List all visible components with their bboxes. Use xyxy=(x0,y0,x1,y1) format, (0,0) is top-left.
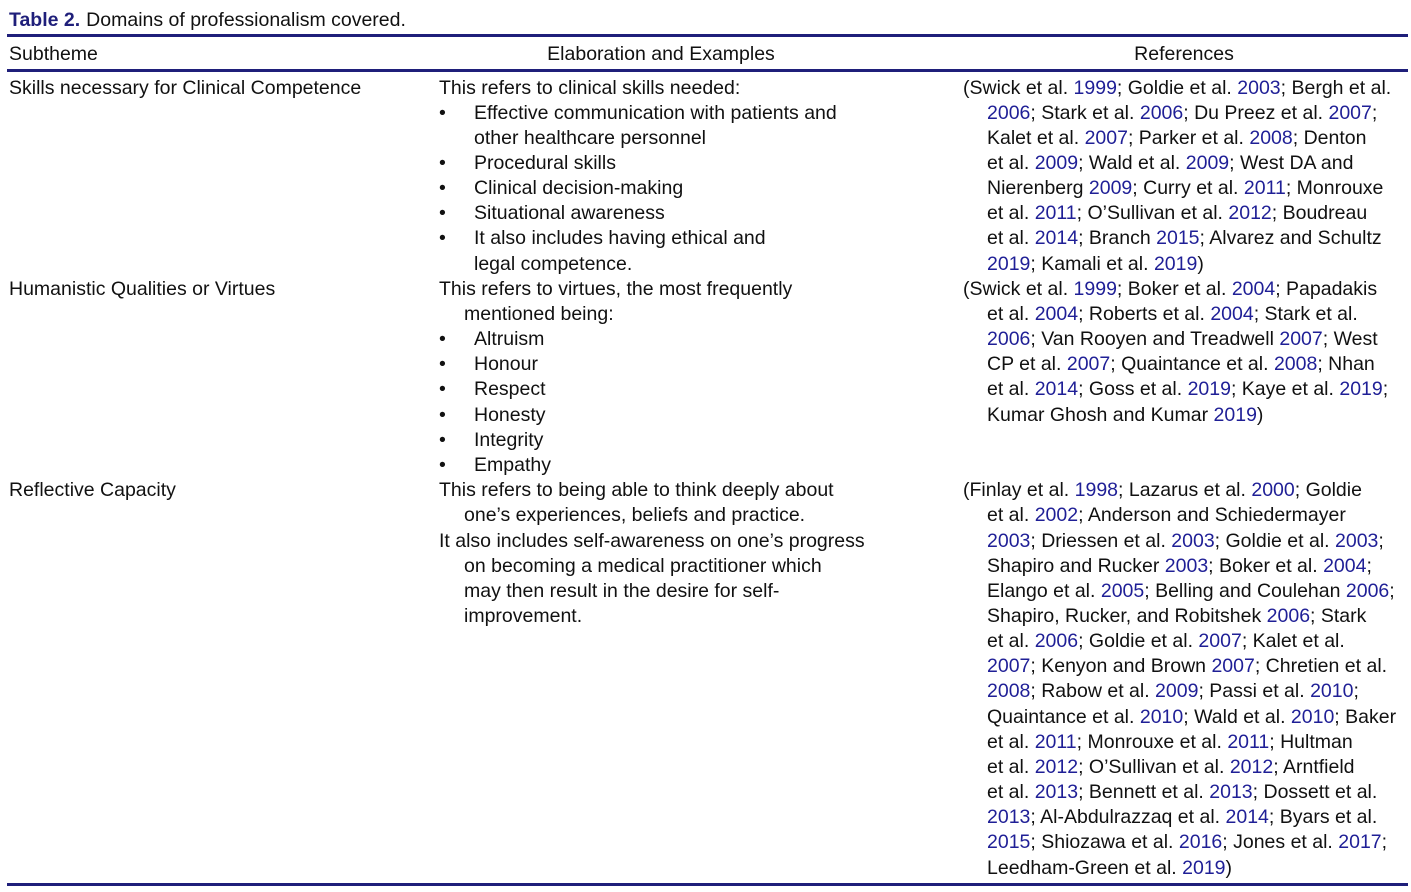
citation-year-link[interactable]: 2007 xyxy=(1198,630,1242,653)
elaboration-text: legal competence. xyxy=(474,252,633,275)
citation-year-link[interactable]: 2013 xyxy=(987,806,1031,829)
bullet-item xyxy=(439,428,792,453)
top-rule xyxy=(7,34,1408,37)
citation-year-link[interactable]: 2009 xyxy=(1034,151,1079,174)
reference-line: et al. 2004; Roberts et al. 2004; Stark et al. xyxy=(987,303,1358,326)
reference-line: CP et al. 2007; Quaintance et al. 2008; Nhan xyxy=(987,353,1375,376)
citation-year-link[interactable]: 2019 xyxy=(987,252,1031,275)
citation-year-link[interactable]: 2003 xyxy=(1171,529,1215,552)
citation-year-link[interactable]: 2003 xyxy=(1335,529,1379,552)
citation-year-link[interactable]: 1999 xyxy=(1073,76,1117,99)
citation-year-link[interactable]: 2003 xyxy=(987,529,1031,552)
elaboration-text: This refers to virtues, the most frequently xyxy=(439,277,793,300)
table-body xyxy=(0,76,1411,881)
elaboration-text: It also includes self-awareness on one’s progress xyxy=(439,529,865,552)
elaboration-text: Respect xyxy=(474,378,546,401)
elaboration-text: Honesty xyxy=(474,403,546,426)
bullet-item xyxy=(439,403,792,428)
reference-line: Leedham-Green et al. 2019) xyxy=(987,856,1233,879)
table-title: Domains of professionalism covered. xyxy=(86,9,406,31)
bullet-item xyxy=(439,226,837,251)
elaboration-line xyxy=(439,579,865,604)
citation-year-link[interactable]: 2007 xyxy=(1066,353,1111,376)
citation-year-link[interactable]: 2014 xyxy=(1034,227,1079,250)
elaboration-line xyxy=(439,554,865,579)
elaboration-text: Situational awareness xyxy=(474,202,665,225)
citation-year-link[interactable]: 2004 xyxy=(1034,303,1079,326)
subtheme-text: Skills necessary for Clinical Competence xyxy=(9,76,362,99)
elaboration-line xyxy=(439,252,837,277)
bullet-icon: • xyxy=(439,151,446,174)
bullet-item xyxy=(439,151,837,176)
citation-year-link[interactable]: 2006 xyxy=(1034,630,1079,653)
bullet-icon: • xyxy=(439,202,446,225)
citation-year-link[interactable]: 2006 xyxy=(1345,579,1390,602)
subtheme-text: Humanistic Qualities or Virtues xyxy=(9,277,276,300)
elaboration-text: Clinical decision-making xyxy=(474,177,684,200)
citation-year-link[interactable]: 2015 xyxy=(1156,227,1200,250)
reference-line: Quaintance et al. 2010; Wald et al. 2010; Baker xyxy=(987,705,1397,728)
reference-line: Shapiro and Rucker 2003; Boker et al. 2004; xyxy=(987,554,1372,577)
reference-line: 2015; Shiozawa et al. 2016; Jones et al. 2017; xyxy=(987,831,1388,854)
bullet-item xyxy=(439,327,792,352)
elaboration-text: This refers to clinical skills needed: xyxy=(439,76,741,99)
reference-line: 2019; Kamali et al. 2019) xyxy=(987,252,1204,275)
reference-line: et al. 2011; Monrouxe et al. 2011; Hultman xyxy=(987,730,1353,753)
citation-year-link[interactable]: 2008 xyxy=(987,680,1031,703)
bullet-item xyxy=(439,101,837,126)
citation-year-link[interactable]: 2009 xyxy=(1155,680,1199,703)
reference-line: 2013; Al-Abdulrazzaq et al. 2014; Byars et al. xyxy=(987,806,1378,829)
citation-year-link[interactable]: 2013 xyxy=(1209,781,1253,804)
elaboration-text: Altruism xyxy=(474,328,545,351)
citation-year-link[interactable]: 2016 xyxy=(1178,831,1223,854)
citation-year-link[interactable]: 2006 xyxy=(987,101,1031,124)
citation-year-link[interactable]: 2019 xyxy=(1187,378,1231,401)
citation-year-link[interactable]: 2007 xyxy=(1211,655,1255,678)
elaboration-line xyxy=(439,529,865,554)
table-row xyxy=(0,277,1411,478)
elaboration-line xyxy=(439,604,865,629)
reference-line: et al. 2009; Wald et al. 2009; West DA and xyxy=(987,151,1354,174)
bullet-icon: • xyxy=(439,453,446,476)
citation-year-link[interactable]: 2008 xyxy=(1249,126,1293,149)
reference-line: Kumar Ghosh and Kumar 2019) xyxy=(987,403,1264,426)
citation-year-link[interactable]: 2006 xyxy=(1266,605,1311,627)
citation-year-link[interactable]: 2010 xyxy=(1139,705,1184,728)
citation-year-link[interactable]: 2007 xyxy=(1279,328,1323,351)
elaboration-text: It also includes having ethical and xyxy=(474,227,766,250)
citation-year-link[interactable]: 2011 xyxy=(1243,177,1286,200)
reference-line: Elango et al. 2005; Belling and Coulehan 2006; xyxy=(987,579,1395,602)
table-row xyxy=(0,478,1411,881)
bullet-icon: • xyxy=(439,428,446,451)
citation-year-link[interactable]: 2000 xyxy=(1251,479,1295,502)
bullet-item xyxy=(439,201,837,226)
elaboration-text: Integrity xyxy=(474,428,544,451)
reference-line: et al. 2014; Goss et al. 2019; Kaye et al. 2019; xyxy=(987,378,1389,401)
citation-year-link[interactable]: 2015 xyxy=(987,831,1031,854)
reference-line: Kalet et al. 2007; Parker et al. 2008; Denton xyxy=(987,126,1367,149)
bullet-item xyxy=(439,453,792,478)
table-row xyxy=(0,76,1411,277)
elaboration-text: This refers to being able to think deeply about xyxy=(439,479,834,502)
reference-line: 2006; Van Rooyen and Treadwell 2007; West xyxy=(987,328,1378,351)
reference-line: (Swick et al. 1999; Boker et al. 2004; Papadakis xyxy=(963,277,1378,300)
bullet-icon: • xyxy=(439,403,446,426)
citation-year-link[interactable]: 2014 xyxy=(1034,378,1079,401)
citation-year-link[interactable]: 2002 xyxy=(1034,504,1079,527)
citation-year-link[interactable]: 2003 xyxy=(1237,76,1281,99)
reference-line: 2008; Rabow et al. 2009; Passi et al. 2010; xyxy=(987,680,1359,703)
citation-year-link[interactable]: 2011 xyxy=(1034,730,1077,753)
bullet-item xyxy=(439,176,837,201)
citation-year-link[interactable]: 2003 xyxy=(1164,554,1209,577)
elaboration-line xyxy=(439,503,865,528)
reference-line: 2006; Stark et al. 2006; Du Preez et al. 2007; xyxy=(987,101,1378,124)
citation-year-link[interactable]: 2012 xyxy=(1034,755,1079,778)
citation-year-link[interactable]: 1998 xyxy=(1074,479,1119,502)
elaboration-line xyxy=(439,126,837,151)
reference-line: 2003; Driessen et al. 2003; Goldie et al. 2003; xyxy=(987,529,1384,552)
citation-year-link[interactable]: 2007 xyxy=(987,655,1031,678)
elaboration-line xyxy=(439,478,865,503)
citation-year-link[interactable]: 2014 xyxy=(1225,806,1269,829)
citation-year-link[interactable]: 2013 xyxy=(1034,781,1079,804)
references-cell xyxy=(963,76,1391,277)
citation-year-link[interactable]: 2004 xyxy=(1323,554,1367,577)
elaboration-cell xyxy=(439,277,792,478)
citation-year-link[interactable]: 2004 xyxy=(1210,303,1254,326)
bullet-icon: • xyxy=(439,353,446,376)
bullet-icon: • xyxy=(439,378,446,401)
reference-line: (Swick et al. 1999; Goldie et al. 2003; Bergh et al. xyxy=(963,76,1392,99)
elaboration-cell xyxy=(439,478,865,629)
reference-line: et al. 2006; Goldie et al. 2007; Kalet et al. xyxy=(987,630,1345,653)
citation-year-link[interactable]: 2011 xyxy=(1227,730,1270,753)
citation-year-link[interactable]: 2019 xyxy=(1339,378,1383,401)
reference-line: et al. 2011; O’Sullivan et al. 2012; Boudreau xyxy=(987,202,1368,225)
elaboration-text: mentioned being: xyxy=(464,303,614,326)
bottom-rule xyxy=(7,883,1408,886)
elaboration-line xyxy=(439,76,837,101)
bullet-icon: • xyxy=(439,177,446,200)
citation-year-link[interactable]: 2019 xyxy=(1213,403,1257,426)
elaboration-text: Honour xyxy=(474,353,538,376)
citation-year-link[interactable]: 2006 xyxy=(987,328,1031,351)
citation-year-link[interactable]: 2012 xyxy=(1228,202,1272,225)
reference-line: Nierenberg 2009; Curry et al. 2011; Monrouxe xyxy=(987,177,1384,200)
subtheme-cell xyxy=(9,76,361,101)
bullet-icon: • xyxy=(439,227,446,250)
elaboration-text: Procedural skills xyxy=(474,151,616,174)
elaboration-line xyxy=(439,302,792,327)
elaboration-cell xyxy=(439,76,837,277)
references-cell xyxy=(963,277,1388,428)
reference-line: 2007; Kenyon and Brown 2007; Chretien et al. xyxy=(987,655,1388,678)
elaboration-text: other healthcare personnel xyxy=(474,126,706,149)
citation-year-link[interactable]: 2007 xyxy=(1084,126,1128,149)
citation-year-link[interactable]: 2012 xyxy=(1229,755,1274,778)
table-caption xyxy=(9,7,406,33)
elaboration-text: Effective communication with patients and xyxy=(474,101,837,124)
subtheme-text: Reflective Capacity xyxy=(9,479,176,502)
citation-year-link[interactable]: 2011 xyxy=(1034,202,1077,225)
citation-year-link[interactable]: 2010 xyxy=(1290,705,1335,728)
reference-line: (Finlay et al. 1998; Lazarus et al. 2000; Goldie xyxy=(963,479,1362,502)
table-label: Table 2. xyxy=(9,9,81,31)
elaboration-text: on becoming a medical practitioner which xyxy=(464,554,822,577)
reference-line: et al. 2002; Anderson and Schiedermayer xyxy=(987,504,1346,527)
citation-year-link[interactable]: 2008 xyxy=(1273,353,1318,376)
citation-year-link[interactable]: 2005 xyxy=(1100,579,1145,602)
bullet-icon: • xyxy=(439,101,446,124)
header-elaboration: Elaboration and Examples xyxy=(547,43,775,65)
citation-year-link[interactable]: 2004 xyxy=(1231,277,1276,300)
citation-year-link[interactable]: 2009 xyxy=(1185,151,1230,174)
citation-year-link[interactable]: 2006 xyxy=(1139,101,1184,124)
reference-line: et al. 2014; Branch 2015; Alvarez and Schultz xyxy=(987,227,1382,250)
subtheme-cell xyxy=(9,277,275,302)
citation-year-link[interactable]: 2019 xyxy=(1153,252,1198,275)
bullet-icon: • xyxy=(439,328,446,351)
citation-year-link[interactable]: 2007 xyxy=(1328,101,1372,124)
citation-year-link[interactable]: 2017 xyxy=(1338,831,1382,854)
elaboration-text: may then result in the desire for self- xyxy=(464,579,780,602)
bullet-item xyxy=(439,377,792,402)
references-cell xyxy=(963,478,1396,881)
citation-year-link[interactable]: 2009 xyxy=(1088,177,1133,200)
reference-line: et al. 2012; O’Sullivan et al. 2012; Arntfield xyxy=(987,755,1355,778)
elaboration-text: improvement. xyxy=(464,605,583,627)
header-subtheme: Subtheme xyxy=(9,43,98,65)
citation-year-link[interactable]: 2019 xyxy=(1182,856,1226,879)
citation-year-link[interactable]: 2010 xyxy=(1310,680,1354,703)
elaboration-text: one’s experiences, beliefs and practice. xyxy=(464,504,806,527)
elaboration-line xyxy=(439,277,792,302)
subtheme-cell xyxy=(9,478,176,503)
bullet-item xyxy=(439,352,792,377)
header-references: References xyxy=(1134,43,1234,65)
reference-line: et al. 2013; Bennett et al. 2013; Dossett et al. xyxy=(987,781,1378,804)
reference-line: Shapiro, Rucker, and Robitshek 2006; Stark xyxy=(987,605,1367,627)
citation-year-link[interactable]: 1999 xyxy=(1073,277,1117,300)
header-rule xyxy=(7,69,1408,72)
elaboration-text: Empathy xyxy=(474,453,551,476)
